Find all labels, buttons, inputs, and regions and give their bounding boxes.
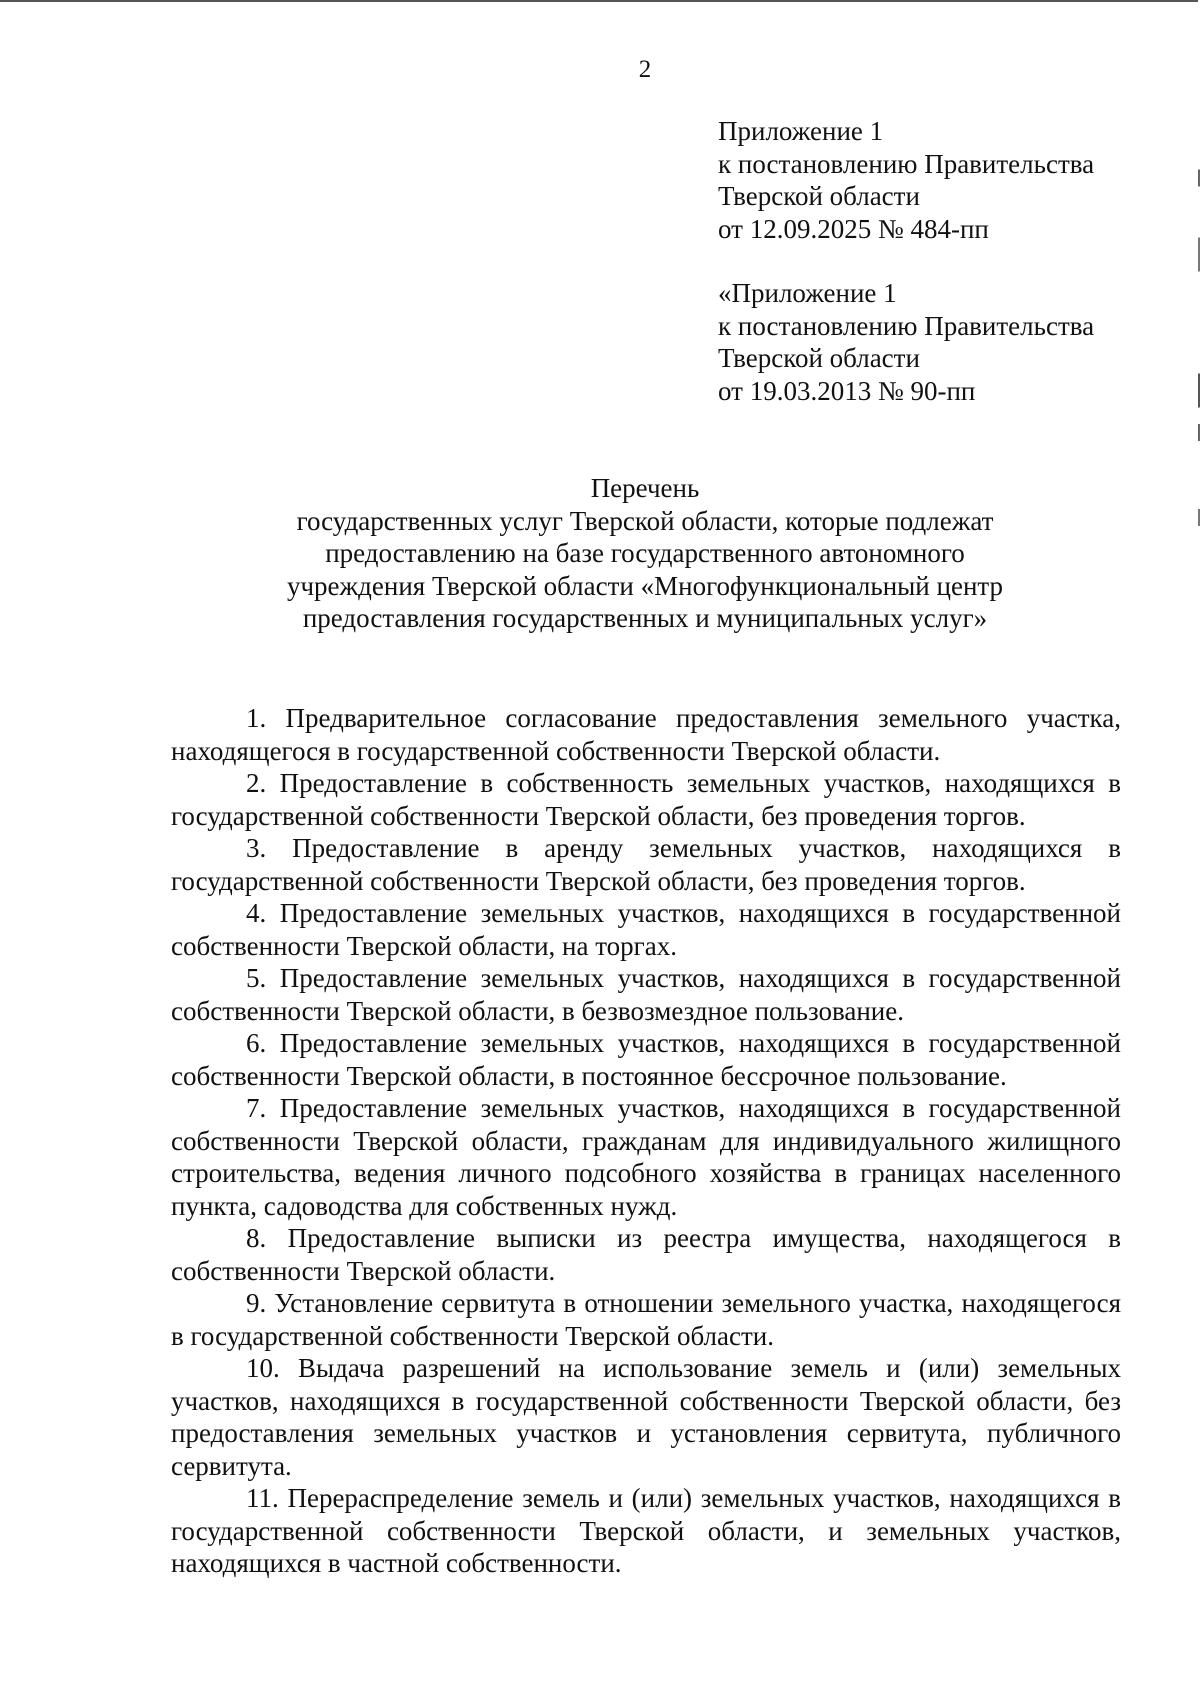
list-item: 5. Предоставление земельных участков, находящихся в государственной собственности Тверской области, в безвозмездное пользование. [171, 963, 1121, 1026]
list-item: 2. Предоставление в собственность земельных участков, находящихся в государственной собственности Тверской области, без проведения торгов. [171, 768, 1121, 831]
title-line: предоставления государственных и муниципальных услуг» [302, 603, 988, 633]
list-item: 9. Установление сервитута в отношении земельного участка, находящегося в государственной собственности Тверской области. [171, 1288, 1121, 1351]
page-number: 2 [638, 56, 652, 83]
appendix-original-line: «Приложение 1 [718, 278, 897, 308]
appendix-current-line: Тверской области [718, 181, 920, 211]
scan-edge-top [0, 0, 1200, 2]
appendix-original-line: Тверской области [718, 343, 920, 373]
appendix-current-line: от 12.09.2025 № 484-пп [718, 213, 989, 244]
title-line: учреждения Тверской области «Многофункциональный центр [286, 570, 1004, 601]
title-heading: Перечень [590, 473, 700, 503]
list-item: 3. Предоставление в аренду земельных участков, находящихся в государственной собственности Тверской области, без проведения торгов. [171, 833, 1121, 896]
appendix-current-header [718, 115, 1094, 245]
appendix-original-line: от 19.03.2013 № 90-пп [718, 375, 976, 406]
list-item: 10. Выдача разрешений на использование земель и (или) земельных участков, находящихся в государственной собственности Тверской области, без предоставления земельных участков и установления сервитута, публичного сервитута. [171, 1353, 1121, 1481]
appendix-current-line: Приложение 1 [718, 116, 884, 146]
appendix-original-header [718, 277, 1094, 407]
list-item: 8. Предоставление выписки из реестра имущества, находящегося в собственности Тверской области. [171, 1223, 1121, 1286]
title-line: государственных услуг Тверской области, которые подлежат [296, 505, 994, 536]
document-title [200, 472, 1090, 635]
list-item: 11. Перераспределение земель и (или) земельных участков, находящихся в государственной собственности Тверской области, и земельных участков, находящихся в частной собственности. [171, 1483, 1121, 1578]
list-item: 7. Предоставление земельных участков, находящихся в государственной собственности Тверской области, гражданам для индивидуального жилищного строительства, ведения личного подсобного хозяйства в границах населенного пункта, садоводства для собственных нужд. [171, 1093, 1121, 1221]
appendix-original-line: к постановлению Правительства [718, 310, 1095, 341]
appendix-current-line: к постановлению Правительства [718, 148, 1095, 179]
title-line: предоставлению на базе государственного автономного [325, 538, 965, 568]
services-list [171, 702, 1121, 1580]
list-item: 6. Предоставление земельных участков, находящихся в государственной собственности Тверской области, в постоянное бессрочное пользование. [171, 1028, 1121, 1091]
list-item: 1. Предварительное согласование предоставления земельного участка, находящегося в государственной собственности Тверской области. [171, 703, 1121, 766]
list-item: 4. Предоставление земельных участков, находящихся в государственной собственности Тверской области, на торгах. [171, 898, 1121, 961]
